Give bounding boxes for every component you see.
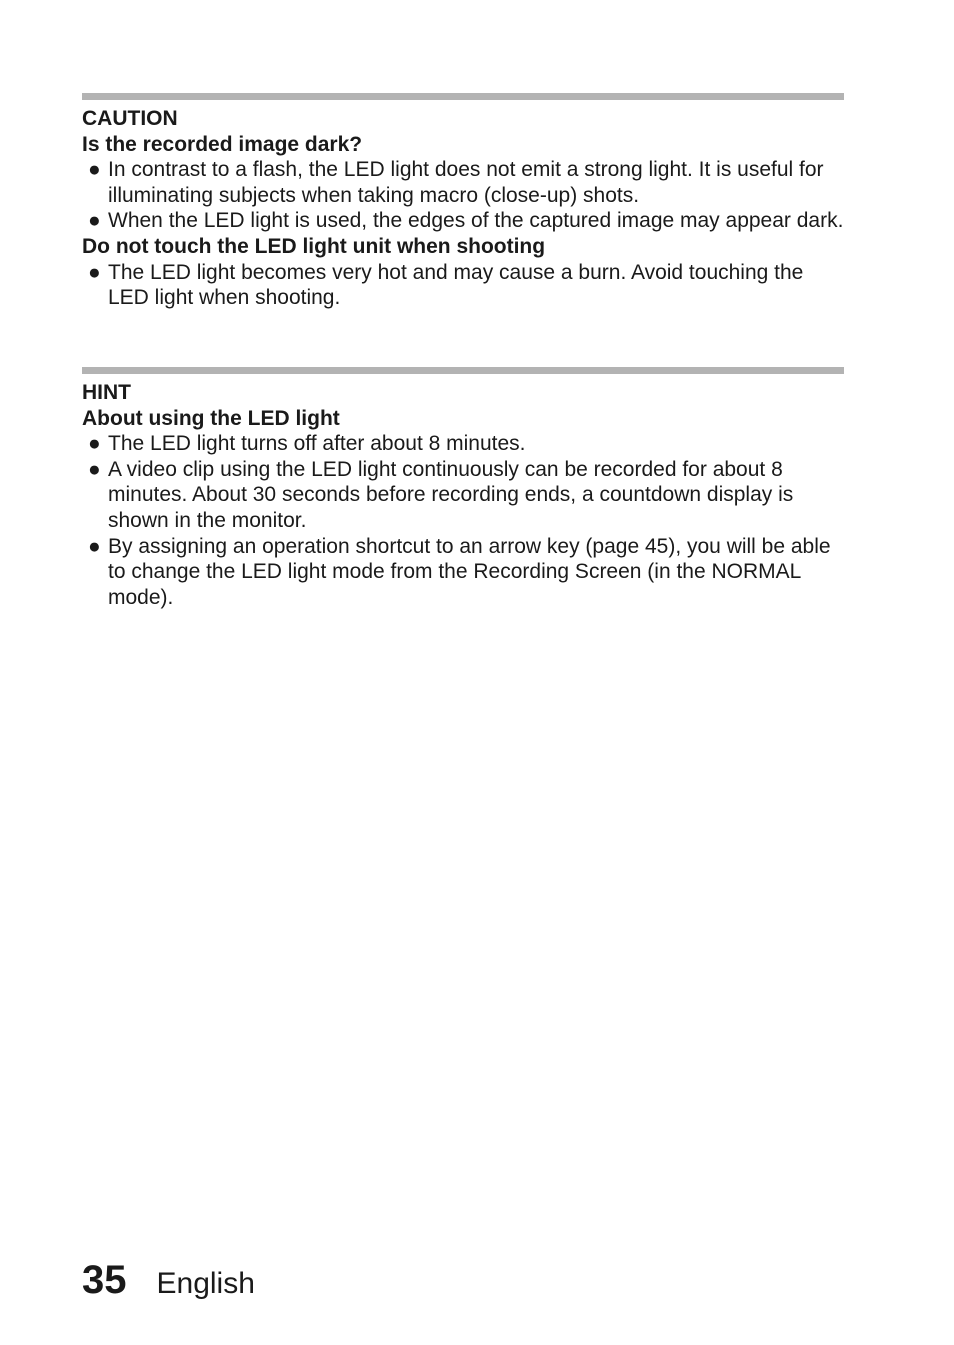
- list-item: [82, 431, 844, 457]
- caution-list-image-dark: [82, 157, 844, 234]
- list-item: [82, 457, 844, 534]
- list-item-text: A video clip using the LED light continuously can be recorded for about 8 minutes. About 30 seconds before recording ends, a countdown display is shown in the monitor.: [108, 457, 794, 532]
- list-item: [82, 260, 844, 311]
- bullet-icon: ●: [88, 432, 101, 456]
- hint-label: HINT: [82, 381, 131, 404]
- bullet-icon: ●: [88, 457, 101, 481]
- caution-heading-do-not-touch: Do not touch the LED light unit when shooting: [82, 234, 546, 258]
- hint-section: [82, 367, 844, 610]
- bullet-icon: ●: [88, 158, 101, 182]
- caution-list-do-not-touch: [82, 260, 844, 311]
- list-item: [82, 157, 844, 208]
- caution-section: [82, 93, 844, 311]
- list-item-text: By assigning an operation shortcut to an arrow key (page 45), you will be able to change the LED light mode from the Recording Screen (in the NORMAL mode).: [108, 534, 831, 609]
- bullet-icon: ●: [88, 534, 101, 558]
- page-footer: [82, 1256, 255, 1308]
- hint-list-led-light: [82, 431, 844, 610]
- list-item-text: In contrast to a flash, the LED light does not emit a strong light. It is useful for illuminating subjects when taking macro (close-up) shots.: [108, 158, 824, 207]
- list-item: [82, 208, 844, 234]
- hint-divider: [82, 367, 844, 374]
- bullet-icon: ●: [88, 209, 101, 233]
- caution-label: CAUTION: [82, 107, 178, 130]
- list-item-text: When the LED light is used, the edges of the captured image may appear dark.: [108, 209, 844, 233]
- caution-divider: [82, 93, 844, 100]
- hint-heading-led-light: About using the LED light: [82, 406, 340, 430]
- list-item-text: The LED light becomes very hot and may cause a burn. Avoid touching the LED light when shooting.: [108, 260, 804, 310]
- list-item: [82, 534, 844, 611]
- page-language: English: [156, 1267, 255, 1300]
- list-item-text: The LED light turns off after about 8 minutes.: [108, 432, 526, 456]
- page-number: 35: [82, 1258, 127, 1302]
- caution-heading-image-dark: Is the recorded image dark?: [82, 132, 363, 156]
- bullet-icon: ●: [88, 260, 101, 284]
